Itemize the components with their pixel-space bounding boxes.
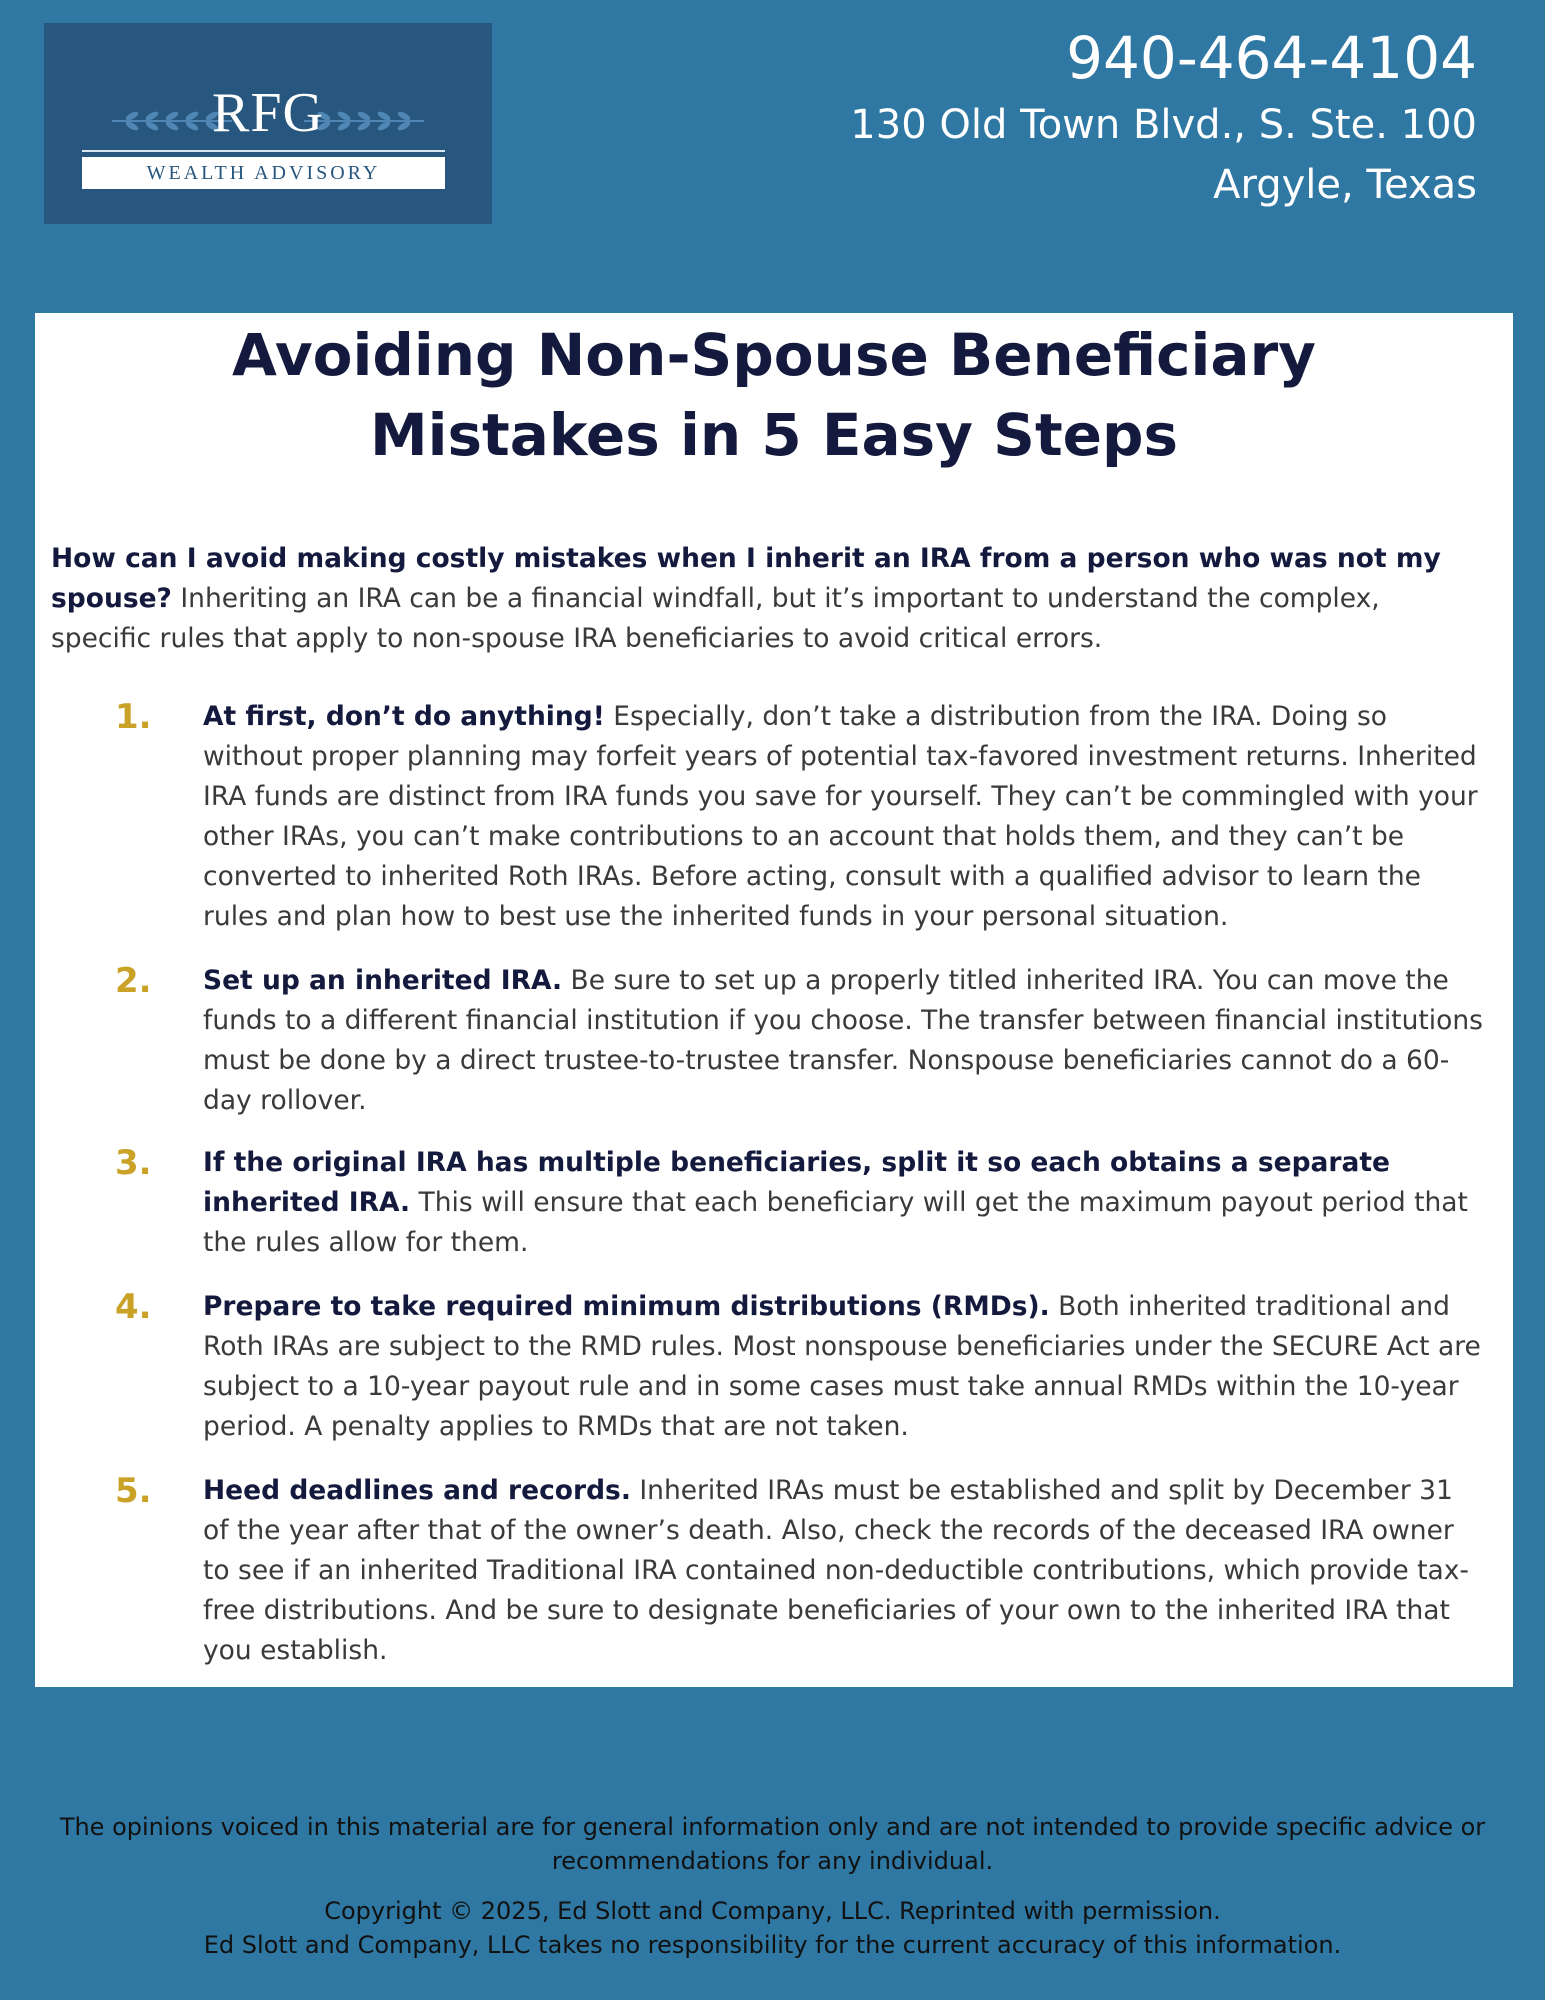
- step-lead: Set up an inherited IRA.: [203, 965, 563, 996]
- article-title-line-1: Avoiding Non-Spouse Beneficiary: [232, 321, 1316, 389]
- step-text: [203, 1143, 1483, 1263]
- address-line-2: Argyle, Texas: [1213, 162, 1477, 208]
- footer-responsibility: Ed Slott and Company, LLC takes no responsibility for the current accuracy of this information.: [203, 1931, 1342, 1959]
- address-line-1: 130 Old Town Blvd., S. Ste. 100: [850, 102, 1477, 148]
- step-lead: If the original IRA has multiple beneficiaries, split it so each obtains a separate inherited IRA.: [203, 1147, 1391, 1218]
- step-body: Especially, don’t take a distribution from the IRA. Doing so without proper planning may forfeit years of potential tax-favored investment returns. Inherited IRA funds are distinct from IRA funds you save for yourself. They can’t be commingled with your other IRAs, you can’t make contributions to an account that holds them, and they can’t be converted to inherited Roth IRAs. Before acting, consult with a qualified advisor to learn the rules and plan how to best use the inherited funds in your personal situation.: [203, 701, 1478, 932]
- footer-disclaimer: The opinions voiced in this material are for general information only and are not intended to provide specific advice or recommendations for any individual.: [59, 1813, 1486, 1875]
- logo-tagline: WEALTH ADVISORY: [82, 157, 445, 189]
- contact-info: [850, 22, 1477, 214]
- step-text: [203, 1287, 1483, 1447]
- step-text: [203, 1471, 1483, 1671]
- company-logo: [44, 23, 492, 224]
- article-title-line-2: Mistakes in 5 Easy Steps: [369, 401, 1179, 469]
- step-body: Both inherited traditional and Roth IRAs are subject to the RMD rules. Most nonspouse beneficiaries under the SECURE Act are subject to a 10-year payout rule and in some cases must take annual RMDs within the 10-year period. A penalty applies to RMDs that are not taken.: [203, 1291, 1481, 1442]
- step-lead: Heed deadlines and records.: [203, 1475, 631, 1506]
- step-lead: Prepare to take required minimum distributions (RMDs).: [203, 1291, 1050, 1322]
- step-number: 1.: [115, 697, 152, 737]
- article-card: [35, 313, 1513, 1687]
- logo-brand: RFG: [212, 82, 324, 144]
- intro-paragraph: [51, 539, 1483, 659]
- article-title: [35, 313, 1513, 475]
- step-body: Inherited IRAs must be established and split by December 31 of the year after that of the owner’s death. Also, check the records of the deceased IRA owner to see if an inherited Traditional IRA contained non-deductible contributions, which provide tax-free distributions. And be sure to designate beneficiaries of your own to the inherited IRA that you establish.: [203, 1475, 1469, 1666]
- step-lead: At first, don’t do anything!: [203, 701, 605, 732]
- step-body: This will ensure that each beneficiary will get the maximum payout period that the rules allow for them.: [203, 1187, 1468, 1258]
- step-number: 5.: [115, 1471, 152, 1511]
- phone-number[interactable]: 940-464-4104: [1066, 24, 1477, 92]
- intro-question: How can I avoid making costly mistakes when I inherit an IRA from a person who was not my spouse?: [51, 543, 1441, 614]
- step-number: 3.: [115, 1143, 152, 1183]
- step-text: [203, 697, 1483, 937]
- intro-body: Inheriting an IRA can be a financial windfall, but it’s important to understand the complex, specific rules that apply to non-spouse IRA beneficiaries to avoid critical errors.: [51, 583, 1380, 654]
- step-number: 4.: [115, 1287, 152, 1327]
- step-number: 2.: [115, 961, 152, 1001]
- footer-copyright: Copyright © 2025, Ed Slott and Company, LLC. Reprinted with permission.: [324, 1897, 1221, 1925]
- step-text: [203, 961, 1483, 1121]
- step-body: Be sure to set up a properly titled inherited IRA. You can move the funds to a different financial institution if you choose. The transfer between financial institutions must be done by a direct trustee-to-trustee transfer. Nonspouse beneficiaries cannot do a 60-day rollover.: [203, 965, 1483, 1116]
- logo-divider: [82, 150, 445, 152]
